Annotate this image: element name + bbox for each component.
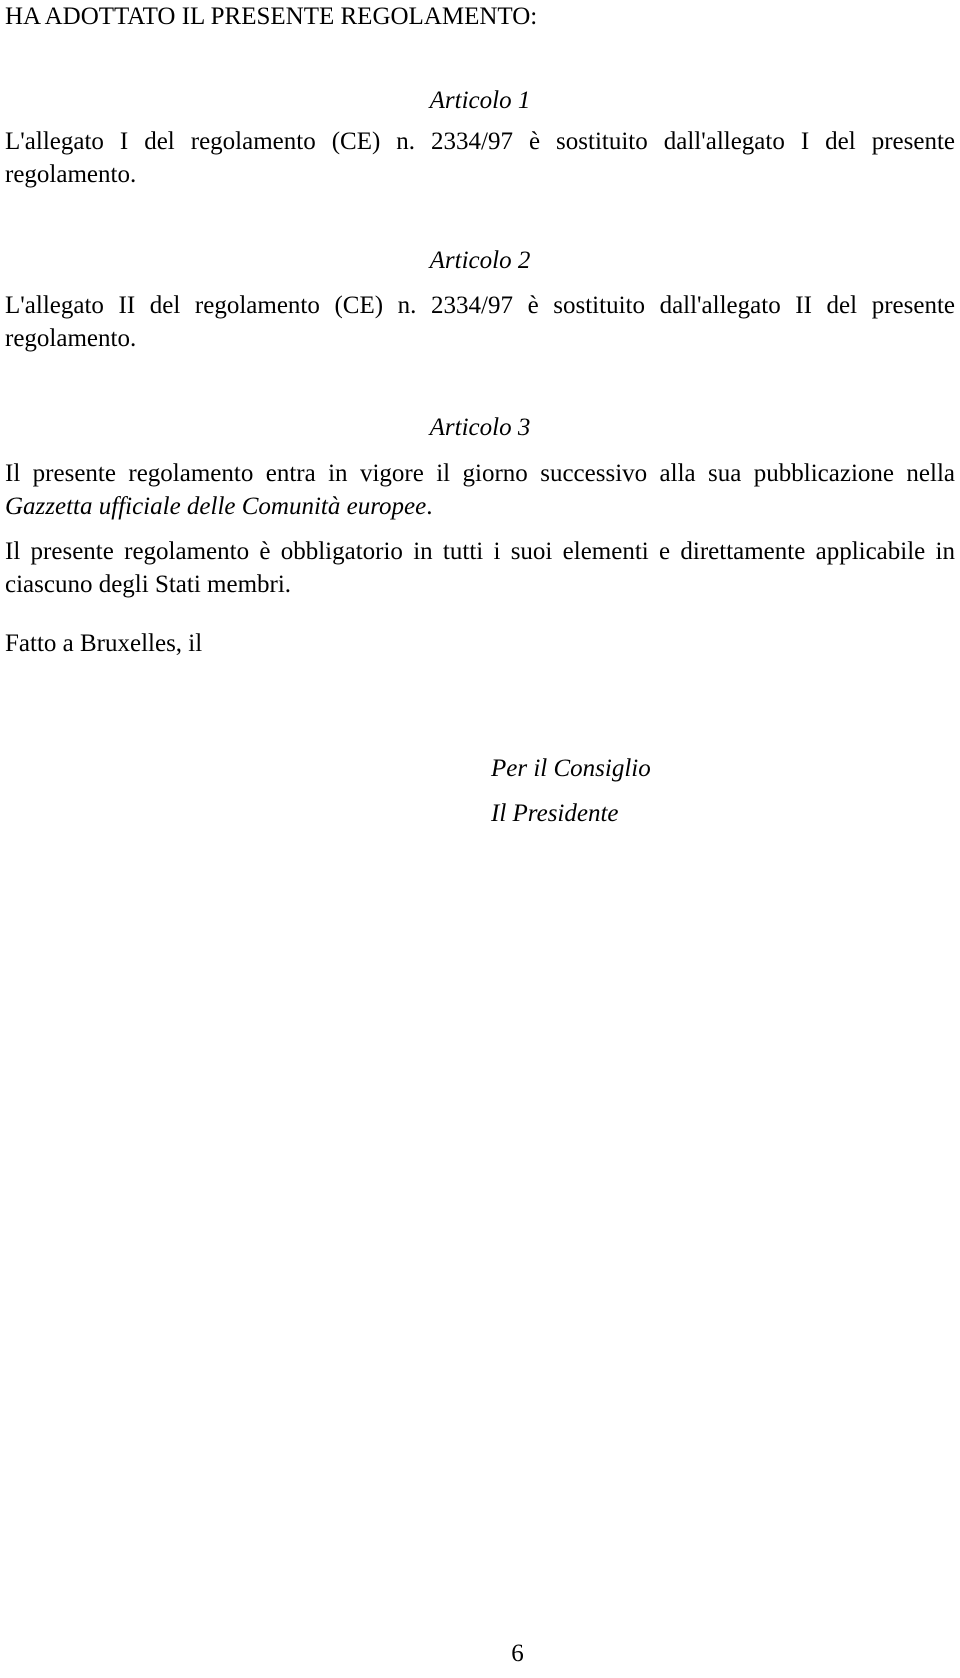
article-1-text: L'allegato I del regolamento (CE) n. 2334/97 è sostituito dall'allegato I del presente regolamento. xyxy=(5,128,955,188)
article-3-text-before: Il presente regolamento entra in vigore il giorno successivo alla sua pubblicazione nella xyxy=(5,460,955,487)
article-2-text: L'allegato II del regolamento (CE) n. 2334/97 è sostituito dall'allegato II del presente regolamento. xyxy=(5,292,955,352)
article-3-text xyxy=(5,457,955,523)
article-2-title: Articolo 2 xyxy=(429,247,531,274)
closing-place-date: Fatto a Bruxelles, il xyxy=(5,630,203,657)
article-3-text-2: Il presente regolamento è obbligatorio in tutti i suoi elementi e direttamente applicabile in ciascuno degli Stati membri. xyxy=(5,538,955,598)
gazzetta-ufficiale-title: Gazzetta ufficiale delle Comunità europee xyxy=(5,493,427,520)
document-heading: HA ADOTTATO IL PRESENTE REGOLAMENTO: xyxy=(5,3,538,30)
document-page xyxy=(5,0,955,1678)
article-1-title: Articolo 1 xyxy=(429,87,531,114)
article-3-title: Articolo 3 xyxy=(429,414,531,441)
signature-president: Il Presidente xyxy=(491,800,619,827)
signature-council: Per il Consiglio xyxy=(491,755,651,782)
article-3-text-after: . xyxy=(426,493,433,520)
page-number: 6 xyxy=(511,1640,524,1667)
